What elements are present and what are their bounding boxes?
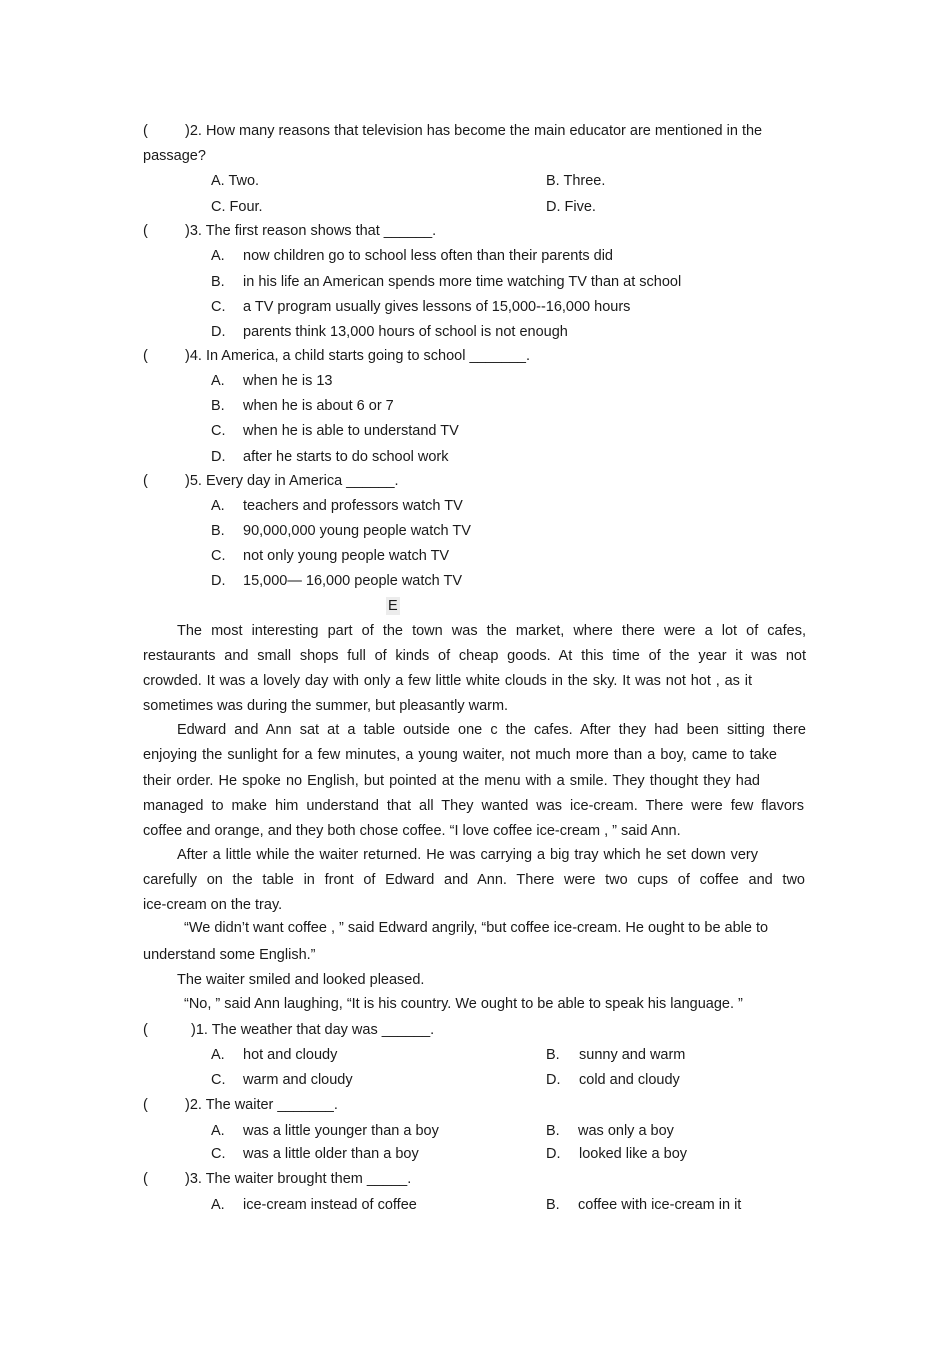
option-letter: B. <box>546 1047 560 1063</box>
question-text: )2. The waiter _______. <box>185 1097 338 1113</box>
option-text: in his life an American spends more time watching TV than at school <box>243 274 682 290</box>
question-text: )5. Every day in America ______. <box>185 473 399 489</box>
answer-bracket[interactable]: ( <box>143 223 148 239</box>
option-text: parents think 13,000 hours of school is not enough <box>243 324 568 340</box>
option-text: when he is about 6 or 7 <box>243 398 394 414</box>
section-letter-e: E <box>388 598 398 614</box>
option-text: when he is able to understand TV <box>243 423 459 439</box>
option-text: not only young people watch TV <box>243 548 450 564</box>
option-letter: D. <box>211 324 226 340</box>
option-letter: B. <box>211 274 225 290</box>
paragraph-line: After a little while the waiter returned. He was carrying a big tray which he set down very <box>177 847 758 863</box>
option-text: looked like a boy <box>579 1146 688 1162</box>
option-text: when he is 13 <box>243 373 333 389</box>
option-text: 90,000,000 young people watch TV <box>243 523 471 539</box>
paragraph-line: “No, ” said Ann laughing, “It is his country. We ought to be able to speak his language. ” <box>184 996 743 1012</box>
option-letter: C. <box>211 548 226 564</box>
option-text: warm and cloudy <box>243 1072 353 1088</box>
paragraph-line: sometimes was during the summer, but pleasantly warm. <box>143 698 509 714</box>
answer-bracket[interactable]: ( <box>143 1022 148 1038</box>
answer-bracket[interactable]: ( <box>143 123 148 139</box>
option-letter: B. <box>211 523 225 539</box>
answer-bracket[interactable]: ( <box>143 1097 148 1113</box>
option-letter: C. <box>211 423 226 439</box>
question-text-continued: passage? <box>143 148 206 164</box>
paragraph-line: restaurants and small shops full of kinds of cheap goods. At this time of the year it was not <box>143 648 806 664</box>
option-letter: B. <box>211 398 225 414</box>
paragraph-line: carefully on the table in front of Edward and Ann. There were two cups of coffee and two <box>143 872 805 888</box>
question-text: )4. In America, a child starts going to school _______. <box>185 348 530 364</box>
option-letter: A. <box>211 1123 225 1139</box>
option-text: sunny and warm <box>579 1047 686 1063</box>
option-text: now children go to school less often than their parents did <box>243 248 613 264</box>
option-text: ice-cream instead of coffee <box>243 1197 417 1213</box>
question-text: )3. The first reason shows that ______. <box>185 223 437 239</box>
option-letter: D. <box>211 449 226 465</box>
option-letter: A. <box>211 373 225 389</box>
paragraph-line: enjoying the sunlight for a few minutes, a young waiter, not much more than a boy, came to take <box>143 747 777 763</box>
option-letter: D. <box>546 1146 561 1162</box>
question-text: )1. The weather that day was ______. <box>191 1022 435 1038</box>
option-text: after he starts to do school work <box>243 449 449 465</box>
paragraph-line: coffee and orange, and they both chose coffee. “I love coffee ice-cream , ” said Ann. <box>143 823 681 839</box>
answer-bracket[interactable]: ( <box>143 473 148 489</box>
option-letter: A. <box>211 248 225 264</box>
option-letter: D. <box>546 1072 561 1088</box>
question-text: )3. The waiter brought them _____. <box>185 1171 412 1187</box>
option-a: A. Two. <box>211 173 260 189</box>
option-letter: A. <box>211 498 225 514</box>
paragraph-line: “We didn’t want coffee , ” said Edward angrily, “but coffee ice-cream. He ought to be able to <box>184 920 769 936</box>
option-text: 15,000— 16,000 people watch TV <box>243 573 463 589</box>
option-text: was a little younger than a boy <box>243 1123 439 1139</box>
option-letter: B. <box>546 1123 560 1139</box>
option-letter: B. <box>546 1197 560 1213</box>
answer-bracket[interactable]: ( <box>143 348 148 364</box>
option-b: B. Three. <box>546 173 606 189</box>
paragraph-line: ice-cream on the tray. <box>143 897 283 913</box>
paragraph-line: Edward and Ann sat at a table outside one c the cafes. After they had been sitting there <box>177 722 806 738</box>
paragraph-line: understand some English.” <box>143 947 316 963</box>
option-text: hot and cloudy <box>243 1047 338 1063</box>
option-text: was a little older than a boy <box>243 1146 419 1162</box>
option-text: teachers and professors watch TV <box>243 498 463 514</box>
option-text: coffee with ice-cream in it <box>578 1197 742 1213</box>
option-letter: A. <box>211 1047 225 1063</box>
option-text: cold and cloudy <box>579 1072 680 1088</box>
option-text: a TV program usually gives lessons of 15,000--16,000 hours <box>243 299 631 315</box>
option-letter: D. <box>211 573 226 589</box>
option-c: C. Four. <box>211 199 263 215</box>
paragraph-line: managed to make him understand that all They wanted was ice-cream. There were few flavors <box>143 798 804 814</box>
option-letter: C. <box>211 1146 226 1162</box>
answer-bracket[interactable]: ( <box>143 1171 148 1187</box>
option-text: was only a boy <box>578 1123 674 1139</box>
option-letter: C. <box>211 299 226 315</box>
option-letter: A. <box>211 1197 225 1213</box>
option-letter: C. <box>211 1072 226 1088</box>
paragraph-line: The most interesting part of the town was the market, where there were a lot of cafes, <box>177 623 806 639</box>
option-d: D. Five. <box>546 199 596 215</box>
paragraph-line: The waiter smiled and looked pleased. <box>177 972 425 988</box>
paragraph-line: their order. He spoke no English, but pointed at the menu with a smile. They thought they had <box>143 773 760 789</box>
question-text: )2. How many reasons that television has become the main educator are mentioned in the <box>185 123 763 139</box>
paragraph-line: crowded. It was a lovely day with only a few little white clouds in the sky. It was not hot , as it <box>143 673 752 689</box>
